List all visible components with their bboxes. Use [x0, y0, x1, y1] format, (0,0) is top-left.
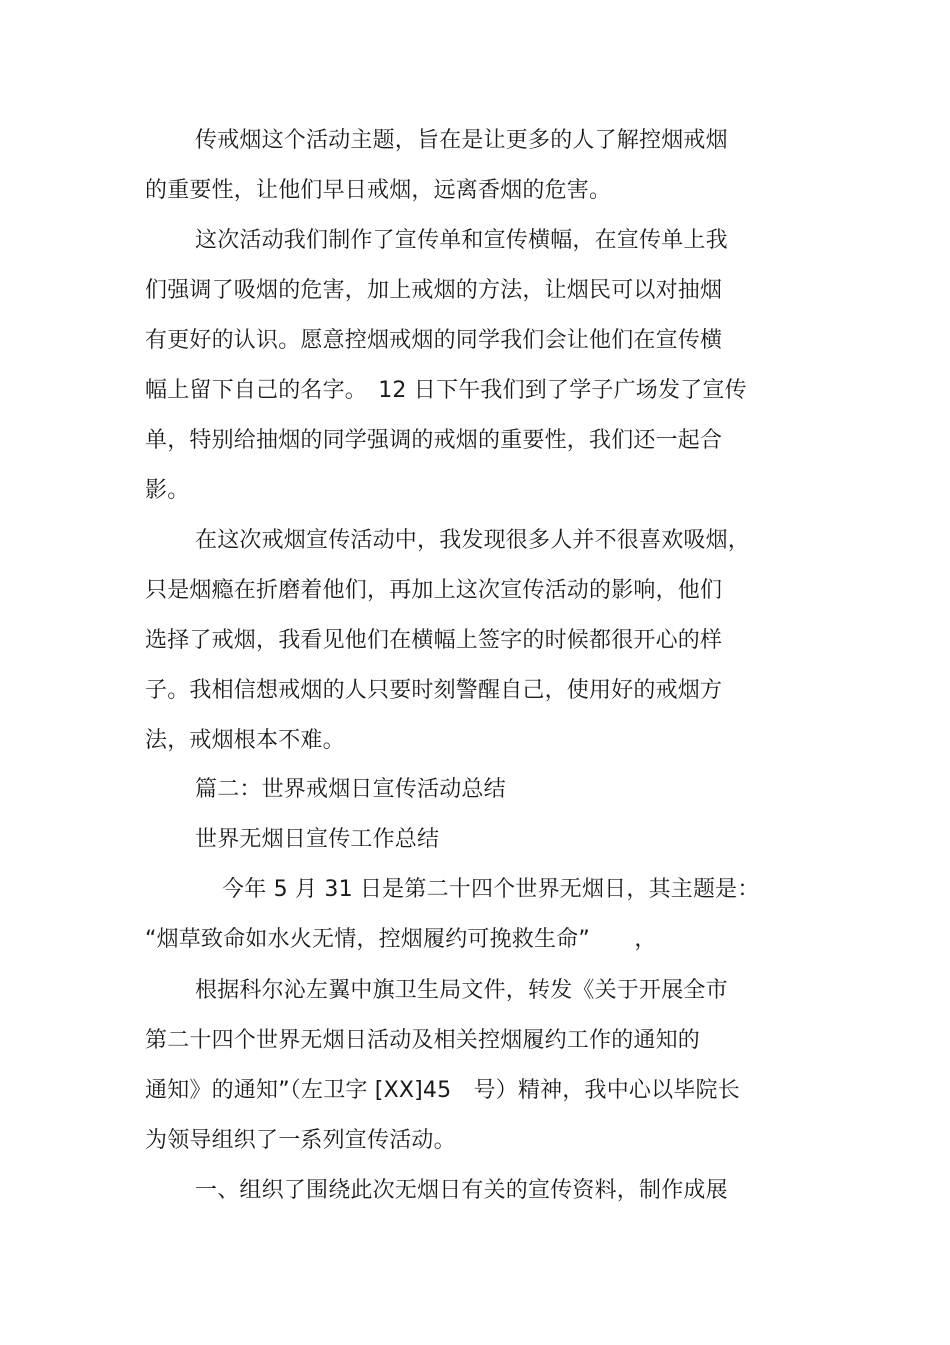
- text-line: 在这次戒烟宣传活动中，我发现很多人并不很喜欢吸烟，: [195, 528, 751, 553]
- document-title: 世界无烟日宣传工作总结: [195, 827, 440, 852]
- text-line: 传戒烟这个活动主题，旨在是让更多的人了解控烟戒烟: [195, 128, 728, 153]
- text-line: 为领导组织了一系列宣传活动。: [145, 1128, 456, 1153]
- text-line: 今年 5 月 31 日是第二十四个世界无烟日，其主题是：: [222, 877, 760, 902]
- text-line: 们强调了吸烟的危害，加上戒烟的方法，让烟民可以对抽烟: [145, 278, 723, 303]
- text-line: 第二十四个世界无烟日活动及相关控烟履约工作的通知的: [145, 1028, 701, 1053]
- text-line: “烟草致命如水火无情，控烟履约可挽救生命” ，: [145, 927, 657, 952]
- text-line: 这次活动我们制作了宣传单和宣传横幅，在宣传单上我: [195, 228, 728, 253]
- text-line: 的重要性，让他们早日戒烟，远离香烟的危害。: [145, 178, 612, 203]
- text-line: 子。我相信想戒烟的人只要时刻警醒自己，使用好的戒烟方: [145, 678, 723, 703]
- text-line: 根据科尔沁左翼中旗卫生局文件，转发《关于开展全市: [195, 978, 728, 1003]
- text-line: 法，戒烟根本不难。: [145, 728, 345, 753]
- text-line: 只是烟瘾在折磨着他们，再加上这次宣传活动的影响，他们: [145, 578, 723, 603]
- section-heading: 篇二：世界戒烟日宣传活动总结: [195, 777, 506, 802]
- text-line: 通知》的通知”（左卫字 [XX]45 号）精神，我中心以毕院长: [145, 1078, 740, 1103]
- text-line: 影。: [145, 478, 190, 503]
- text-line: 一、组织了围绕此次无烟日有关的宣传资料，制作成展: [195, 1178, 728, 1203]
- text-line: 幅上留下自己的名字。 12 日下午我们到了学子广场发了宣传: [145, 378, 747, 403]
- text-line: 选择了戒烟，我看见他们在横幅上签字的时候都很开心的样: [145, 628, 723, 653]
- text-line: 有更好的认识。愿意控烟戒烟的同学我们会让他们在宣传横: [145, 328, 723, 353]
- text-line: 单，特别给抽烟的同学强调的戒烟的重要性，我们还一起合: [145, 428, 723, 453]
